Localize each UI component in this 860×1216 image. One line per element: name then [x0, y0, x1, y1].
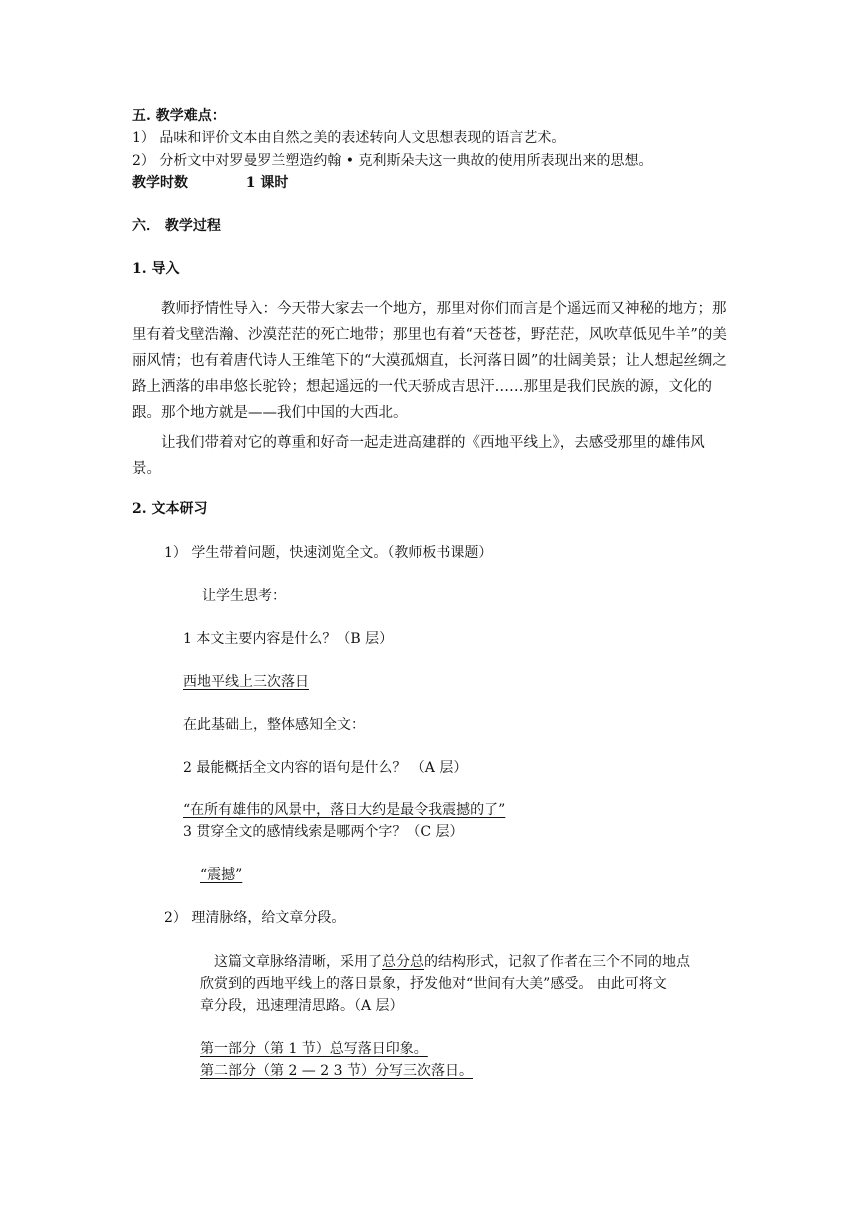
- answer-2: “在所有雄伟的风景中，落日大约是最令我震撼的了”: [183, 802, 506, 818]
- intro-paragraph-1-text: 教师抒情性导入：今天带大家去一个地方，那里对你们而言是个遥远而又神秘的地方；那里有着戈壁浩瀚、沙漠茫茫的死亡地带；那里也有着“天苍苍，野茫茫，风吹草低见牛羊”的美丽风情；也有着唐代诗人王维笔下的“大漠孤烟直，长河落日圆”的壮阔美景；让人想起丝绸之路上洒落的串串悠长驼铃；想起遥远的一代天骄成吉思汗……那里是我们民族的源，文化的跟。那个地方就是——我们中国的大西北。: [132, 301, 727, 421]
- section-heading-difficulties: 五. 教学难点：: [132, 108, 226, 124]
- answer-3: “震撼”: [200, 867, 243, 883]
- section-heading-process: 六． 教学过程: [132, 218, 221, 234]
- intro-paragraph-2: [132, 430, 730, 482]
- teaching-hours-value: 1 课时: [245, 175, 289, 191]
- answer-1: 西地平线上三次落日: [183, 674, 309, 690]
- subheading-intro: 1. 导入: [132, 261, 180, 277]
- intro-paragraph-2-text: 让我们带着对它的尊重和好奇一起走进高建群的《西地平线上》，去感受那里的雄伟风景。: [132, 435, 705, 477]
- structure-text-line-2: 欣赏到的西地平线上的落日景象，抒发他对“世间有大美”感受。 由此可将文: [200, 976, 667, 992]
- study-step-1: 1） 学生带着问题，快速浏览全文。（教师板书课题）: [164, 545, 493, 561]
- structure-text-line-3: 章分段，迅速理清思路。（A 层）: [200, 998, 404, 1014]
- question-1: 1 本文主要内容是什么？（B 层）: [183, 631, 394, 647]
- difficulty-item-2: 2） 分析文中对罗曼罗兰塑造约翰 • 克利斯朵夫这一典故的使用所表现出来的思想。: [132, 153, 653, 169]
- intro-paragraph-1: [132, 296, 730, 426]
- structure-text-after: 的结构形式，记叙了作者在三个不同的地点: [424, 954, 690, 970]
- question-2: 2 最能概括全文内容的语句是什么？ （A 层）: [183, 760, 468, 776]
- subheading-text-study: 2. 文本研习: [132, 501, 208, 517]
- study-step-2: 2） 理清脉络，给文章分段。: [164, 910, 346, 926]
- question-3: 3 贯穿全文的感情线索是哪两个字？（C 层）: [183, 824, 464, 840]
- structure-text-line-1: [214, 952, 690, 972]
- section-part-1: 第一部分（第 1 节）总写落日印象。: [200, 1041, 428, 1057]
- teaching-hours-label: 教学时数: [132, 175, 188, 191]
- teaching-hours-line: [132, 173, 288, 193]
- think-prompt: 让学生思考：: [202, 588, 286, 604]
- difficulty-item-1: 1） 品味和评价文本由自然之美的表述转向人文思想表现的语言艺术。: [132, 130, 566, 146]
- structure-text-before: 这篇文章脉络清晰，采用了: [214, 954, 382, 970]
- transition-line: 在此基础上，整体感知全文：: [183, 717, 365, 733]
- structure-form-underlined: 总分总: [382, 954, 424, 970]
- section-part-2: 第二部分（第 2 — 2 3 节）分写三次落日。: [200, 1063, 473, 1079]
